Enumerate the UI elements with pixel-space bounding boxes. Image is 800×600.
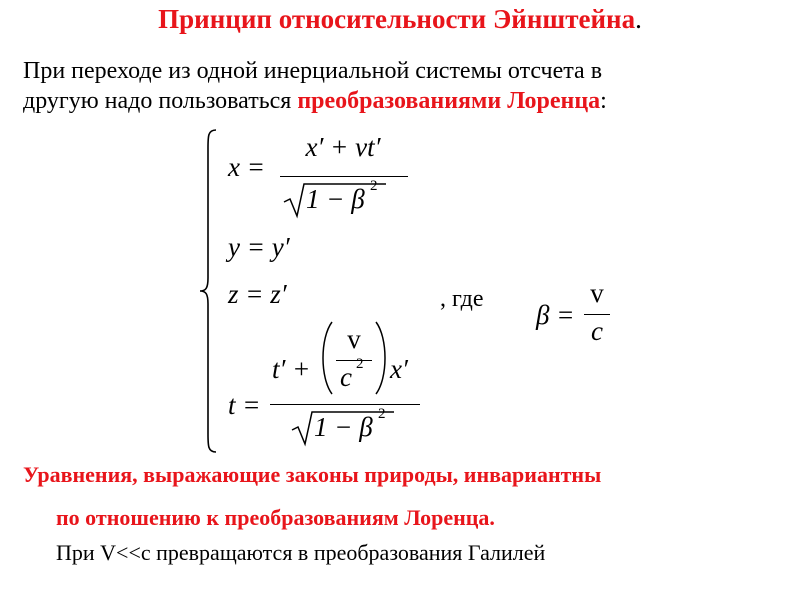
eq-t-fraction-bar xyxy=(270,404,420,405)
eq-t-denominator: 1 − β xyxy=(314,412,373,442)
intro-colon: : xyxy=(600,88,607,114)
title-text: Принцип относительности Эйнштейна xyxy=(158,4,636,34)
eq-t-paren-fraction-bar xyxy=(336,360,372,361)
eq-t-paren-denominator: c xyxy=(340,362,352,392)
eq-x-fraction-bar xyxy=(280,176,408,177)
lorentz-highlight: преобразованиями Лоренца xyxy=(297,88,601,114)
beta-fraction-bar xyxy=(584,314,610,315)
intro-line-1: При переходе из одной инерциальной системы отсчета в xyxy=(23,58,603,84)
eq-t-lhs: t = xyxy=(228,390,261,420)
intro-line-2 xyxy=(23,88,607,115)
beta-numerator: v xyxy=(590,278,604,308)
beta-lhs: β = xyxy=(536,300,575,330)
slide-title xyxy=(0,4,800,35)
title-period: . xyxy=(635,4,642,34)
conclusion-line-1: Уравнения, выражающие законы природы, инвариантны xyxy=(23,462,602,487)
where-label: , где xyxy=(440,286,484,312)
eq-x-den-exponent: 2 xyxy=(370,178,378,194)
eq-t-den-exponent: 2 xyxy=(378,406,386,422)
eq-z: z = z′ xyxy=(228,279,287,309)
eq-x-numerator: x′ + vt′ xyxy=(305,132,381,162)
eq-t-paren-den-exponent: 2 xyxy=(356,356,364,372)
intro-line-2-text: другую надо пользоваться xyxy=(23,88,298,114)
eq-t-paren-numerator: v xyxy=(347,324,361,354)
galilean-note: При V<<c превращаются в преобразования Галилей xyxy=(56,540,546,565)
eq-y: y = y′ xyxy=(228,232,290,262)
eq-t-right-paren xyxy=(372,320,392,396)
system-brace xyxy=(196,128,220,454)
eq-x-lhs: x = xyxy=(228,152,265,182)
eq-t-num-right: x′ xyxy=(390,354,408,384)
conclusion-line-2: по отношению к преобразованиям Лоренца. xyxy=(56,505,495,530)
beta-denominator: c xyxy=(591,316,603,346)
eq-t-num-left: t′ + xyxy=(272,354,311,384)
eq-x-denominator: 1 − β xyxy=(306,184,365,214)
eq-t-left-paren xyxy=(316,320,336,396)
